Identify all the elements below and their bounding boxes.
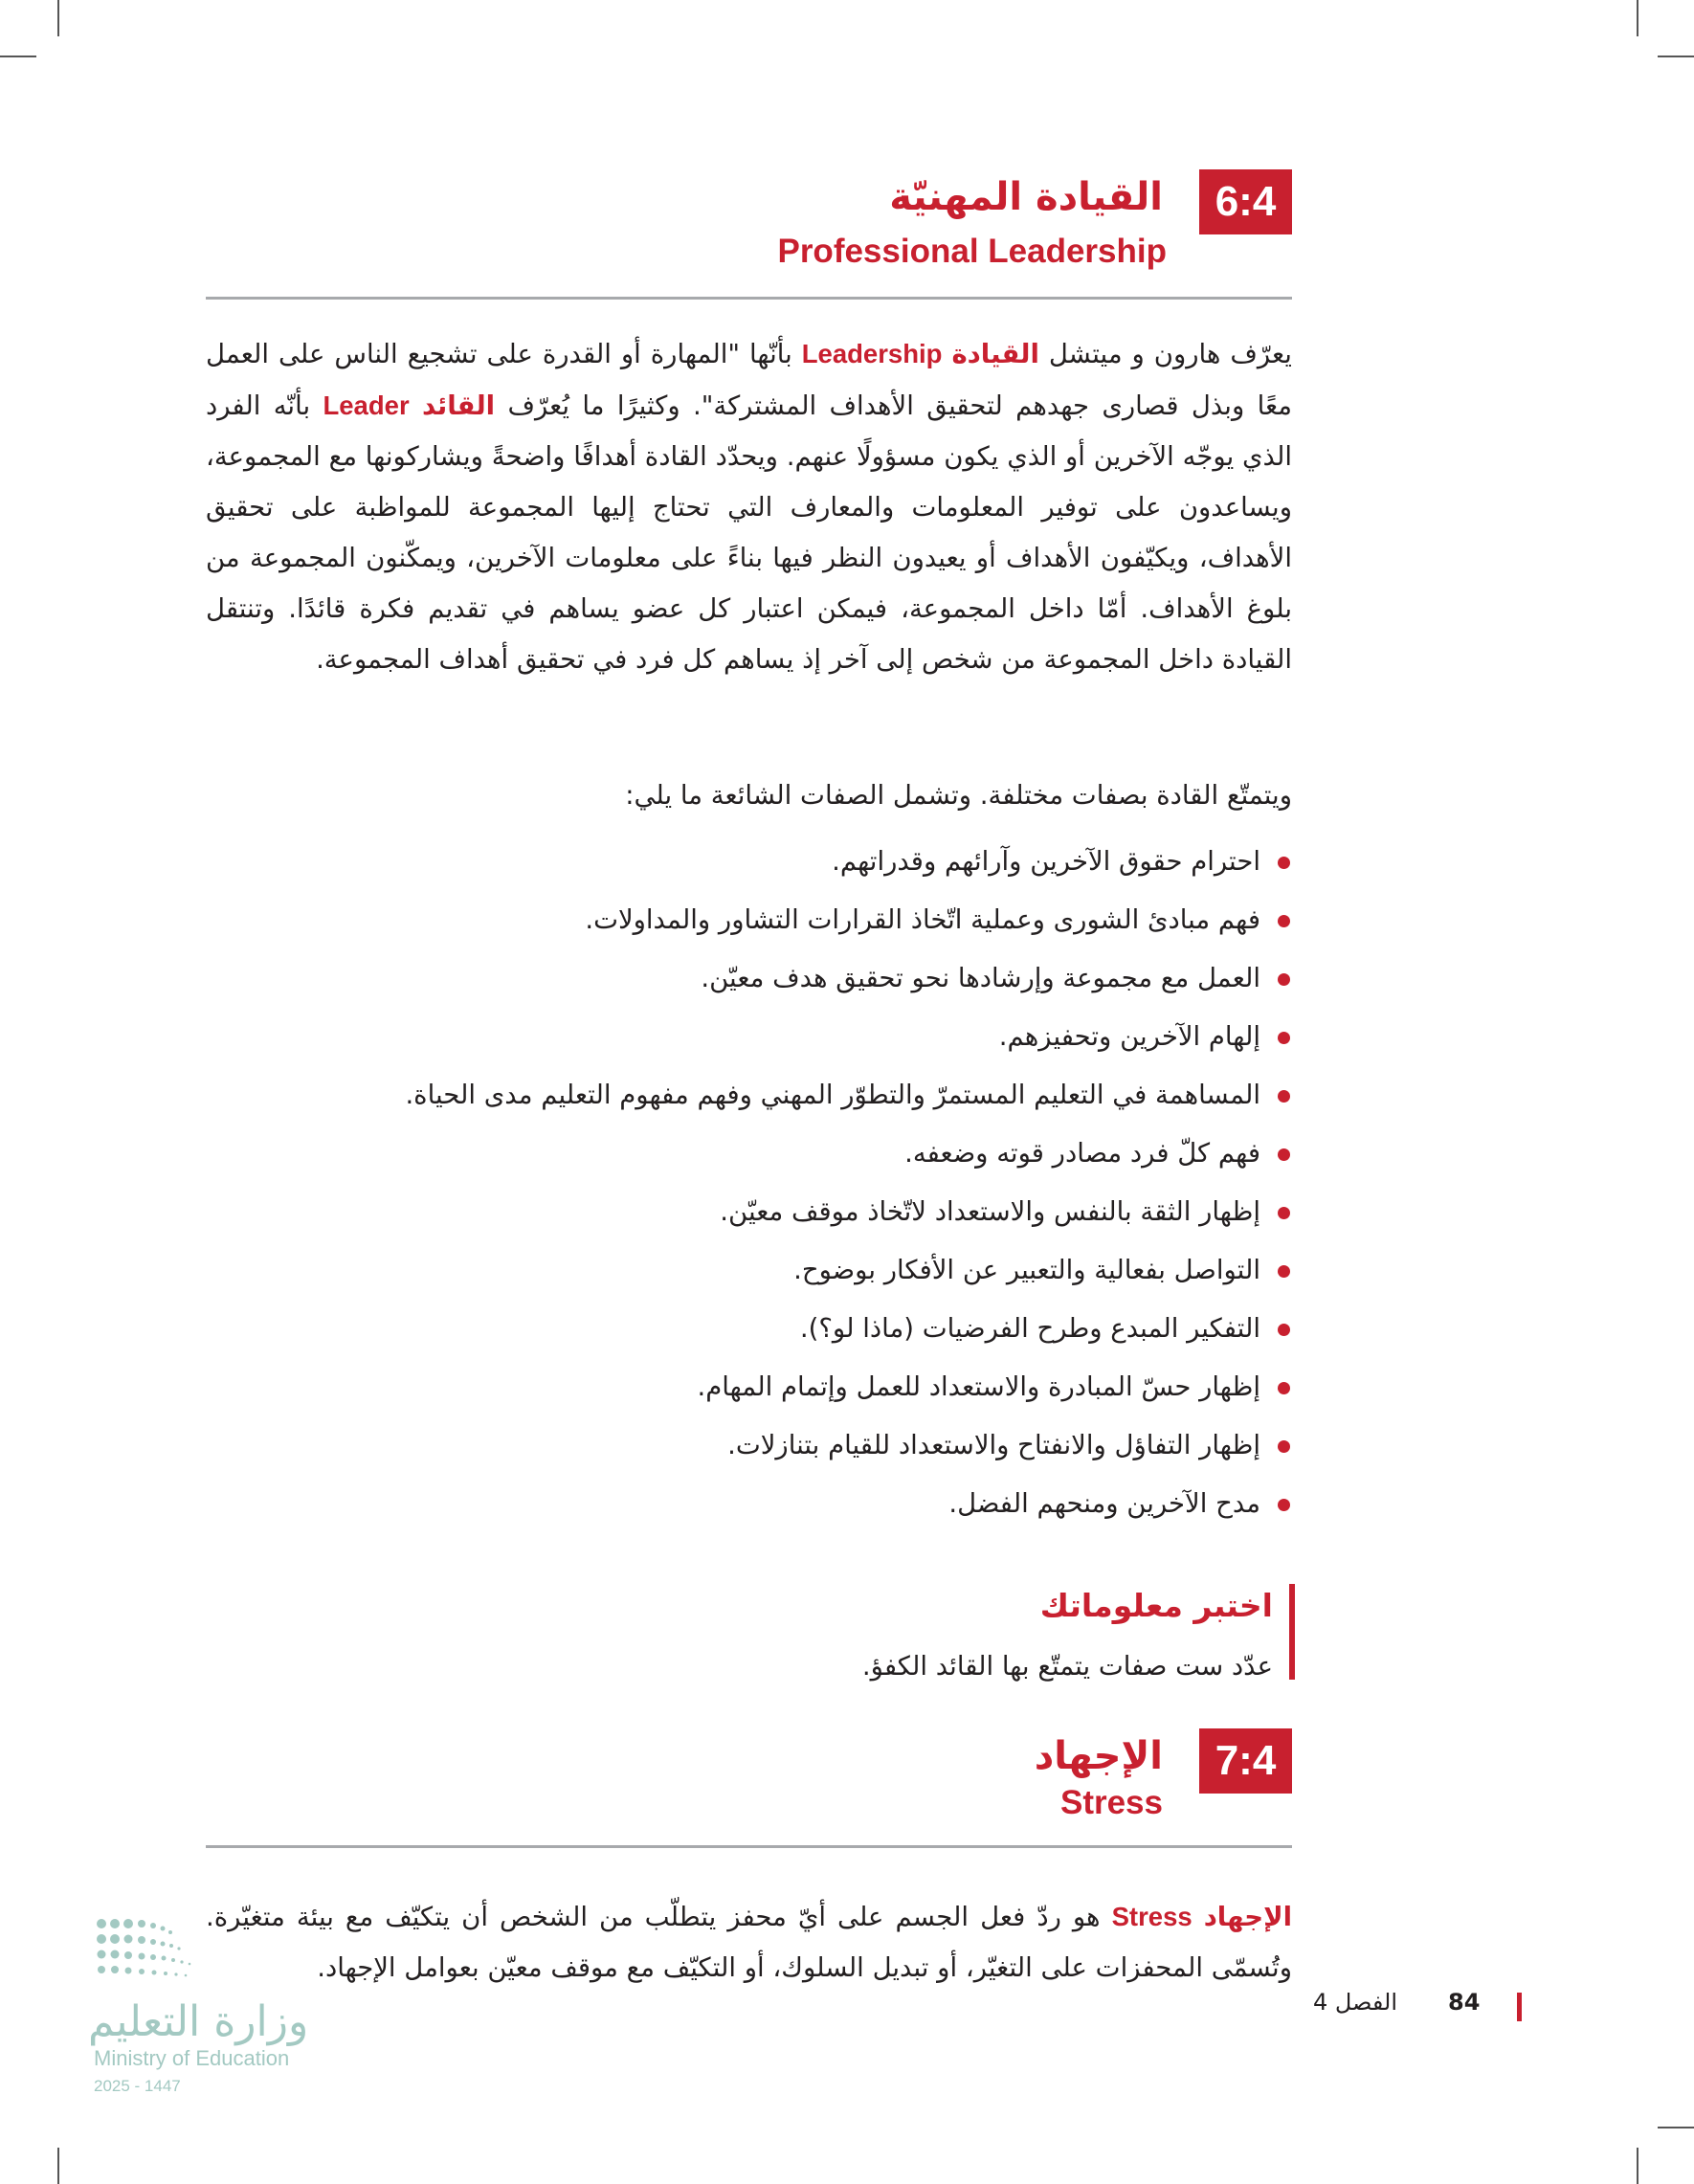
crop-mark (1637, 0, 1638, 36)
list-item-text: فهم مبادئ الشورى وعملية اتّخاذ القرارات التشاور والمداولات. (585, 904, 1260, 935)
list-item (206, 891, 1292, 949)
bullet-icon (1278, 857, 1290, 869)
list-item (206, 1416, 1292, 1475)
bullet-icon (1278, 1207, 1290, 1219)
bullet-icon (1278, 1440, 1290, 1453)
term-leader-en: Leader (323, 390, 410, 420)
paragraph-text: بأنّها "المهارة أو القدرة على تشجيع الناس على العمل معًا وبذل قصارى جهدهم لتحقيق الأهداف المشتركة". وكثيرًا ما يُعرّف (206, 339, 1292, 421)
list-item-text: إلهام الآخرين وتحفيزهم. (998, 1021, 1260, 1052)
crop-mark (1637, 2148, 1638, 2184)
section-number: 7:4 (1199, 1728, 1292, 1794)
bullet-icon (1278, 1499, 1290, 1511)
crop-mark (1658, 56, 1694, 57)
bullet-icon (1278, 1032, 1290, 1044)
check-accent-bar (1289, 1584, 1295, 1680)
bullet-icon (1278, 1265, 1290, 1278)
stress-paragraph (206, 1891, 1292, 1994)
bullet-icon (1278, 1148, 1290, 1161)
edition-year: 2025 - 1447 (94, 2077, 181, 2095)
paragraph-text: بأنّه الفرد الذي يوجّه الآخرين أو الذي يكون مسؤولًا عنهم. ويحدّد القادة أهدافًا واضحةً ويشاركونها مع المجموعة، ويساعدون على توفير المعلومات والمعارف التي تحتاج إليها المجموعة للمواظبة على تحقيق الأهداف، ويكيّفون الأهداف أو يعيدون النظر فيها بناءً على معلومات الآخرين، ويمكّنون المجموعة من بلوغ الأهداف. أمّا داخل المجموعة، فيمكن اعتبار كل عضو يساهم في تقديم فكرة قائدًا. وتنتقل القيادة داخل المجموعة من شخص إلى آخر إذ يساهم كل فرد في تحقيق أهداف المجموعة. (206, 390, 1292, 675)
list-item-text: العمل مع مجموعة وإرشادها نحو تحقيق هدف معيّن. (701, 963, 1260, 993)
qualities-intro: ويتمتّع القادة بصفات مختلفة. وتشمل الصفات الشائعة ما يلي: (625, 780, 1292, 811)
term-leadership-en: Leadership (801, 339, 943, 368)
ministry-logo-dots-icon (94, 1914, 256, 1981)
list-item (206, 1300, 1292, 1358)
term-leader-ar: القائد (422, 390, 496, 421)
list-item-text: المساهمة في التعليم المستمرّ والتطوّر المهني وفهم مفهوم التعليم مدى الحياة. (405, 1080, 1260, 1110)
page-number: 84 (1448, 1989, 1481, 2016)
list-item-text: إظهار التفاؤل والانفتاح والاستعداد للقيام بتنازلات. (727, 1430, 1260, 1460)
ministry-name-en: Ministry of Education (94, 2046, 290, 2070)
section-divider (206, 1845, 1292, 1848)
list-item-text: مدح الآخرين ومنحهم الفضل. (948, 1488, 1260, 1519)
crop-mark (57, 0, 59, 36)
section-number: 6:4 (1199, 169, 1292, 234)
bullet-icon (1278, 973, 1290, 986)
check-title: اختبر معلوماتك (1039, 1587, 1273, 1624)
paragraph-text: هو ردّ فعل الجسم على أيّ محفز يتطلّب من الشخص أن يتكيّف مع بيئة متغيّرة. وتُسمّى المحفزات على التغيّر، أو تبديل السلوك، أو التكيّف مع موقف معيّن بعوامل الإجهاد. (206, 1902, 1292, 1983)
term-leadership-ar: القيادة (951, 339, 1039, 369)
check-question: عدّد ست صفات يتمتّع بها القائد الكفؤ. (861, 1651, 1273, 1682)
list-item (206, 1183, 1292, 1241)
paragraph-text: يعرّف هارون و ميتشل (1048, 339, 1292, 369)
list-item (206, 1008, 1292, 1066)
bullet-icon (1278, 1090, 1290, 1103)
list-item (206, 833, 1292, 891)
term-stress-en: Stress (1111, 1902, 1192, 1931)
list-item (206, 1066, 1292, 1125)
list-item-text: إظهار الثقة بالنفس والاستعداد لاتّخاذ موقف معيّن. (720, 1196, 1260, 1227)
bullet-icon (1278, 1382, 1290, 1394)
section-title-en: Professional Leadership (777, 233, 1167, 270)
list-item (206, 1475, 1292, 1533)
term-stress-ar: الإجهاد (1203, 1902, 1293, 1932)
crop-mark (57, 2148, 59, 2184)
list-item (206, 1125, 1292, 1183)
list-item-text: إظهار حسّ المبادرة والاستعداد للعمل وإتمام المهام. (697, 1371, 1260, 1402)
bullet-icon (1278, 915, 1290, 927)
crop-mark (0, 56, 36, 57)
section-title-ar: القيادة المهنيّة (889, 175, 1163, 219)
qualities-list (206, 833, 1292, 1533)
chapter-label: الفصل 4 (1312, 1989, 1397, 2016)
bullet-icon (1278, 1324, 1290, 1336)
list-item-text: التواصل بفعالية والتعبير عن الأفكار بوضوح. (793, 1255, 1260, 1285)
leadership-paragraph (206, 328, 1292, 685)
crop-mark (1658, 2127, 1694, 2128)
list-item-text: التفكير المبدع وطرح الفرضيات (ماذا لو؟). (799, 1313, 1260, 1344)
section-title-ar: الإجهاد (1034, 1734, 1163, 1778)
section-title-en: Stress (1059, 1784, 1163, 1821)
list-item-text: فهم كلّ فرد مصادر قوته وضعفه. (904, 1138, 1260, 1169)
list-item (206, 949, 1292, 1008)
footer-accent-bar (1517, 1993, 1522, 2021)
list-item (206, 1241, 1292, 1300)
list-item (206, 1358, 1292, 1416)
section-divider (206, 297, 1292, 300)
ministry-name-ar: وزارة التعليم (88, 1997, 309, 2046)
list-item-text: احترام حقوق الآخرين وآرائهم وقدراتهم. (832, 846, 1260, 877)
